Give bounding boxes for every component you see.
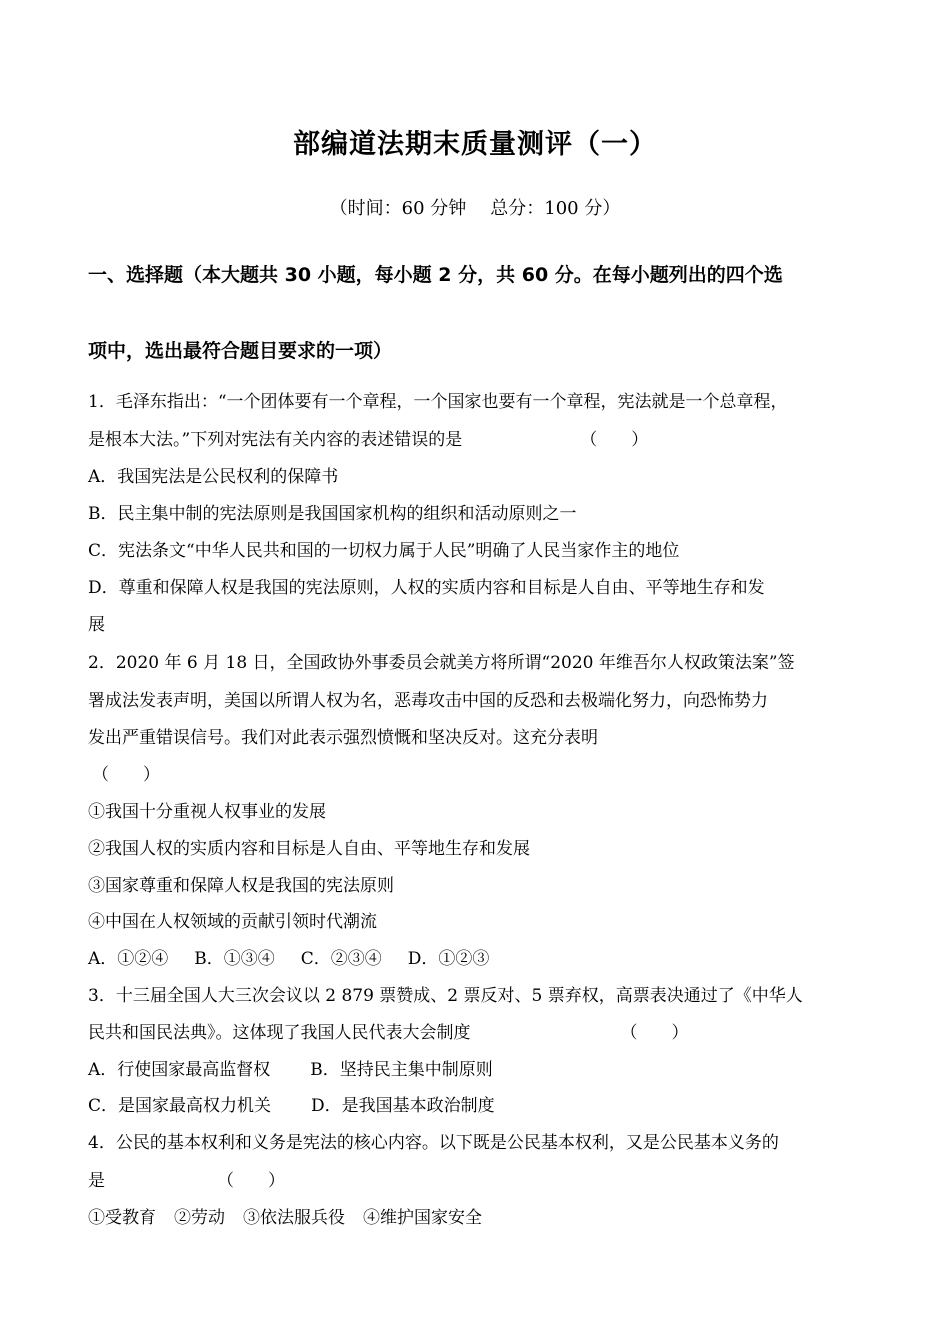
q4-statement-3: ③依法服兵役 — [243, 1208, 345, 1228]
q2-options — [88, 944, 489, 969]
q4-statements — [88, 1203, 482, 1228]
section-heading-line-2: 项中，选出最符合题目要求的一项） — [88, 340, 393, 362]
q2-option-c: C．②③④ — [300, 949, 382, 969]
q3-option-c: C．是国家最高权力机关 — [88, 1096, 272, 1116]
q1-stem-text: 是根本大法。”下列对宪法有关内容的表述错误的是 — [88, 430, 463, 450]
q2-statement-2: ②我国人权的实质内容和目标是人自由、平等地生存和发展 — [88, 839, 530, 859]
q3-option-d: D．是我国基本政治制度 — [311, 1096, 495, 1116]
section-heading-line-1: 一、选择题（本大题共 30 小题，每小题 2 分，共 60 分。在每小题列出的四个选 — [88, 264, 783, 286]
q1-stem-line-1: 1．毛泽东指出：“一个团体要有一个章程，一个国家也要有一个章程，宪法就是一个总章程， — [88, 392, 788, 412]
total-score: 总分：100 分） — [490, 198, 621, 219]
q2-statement-1: ①我国十分重视人权事业的发展 — [88, 802, 326, 822]
q3-stem-line-1: 3．十三届全国人大三次会议以 2 879 票赞成、2 票反对、5 票弃权，高票表决通过了《中华人 — [88, 986, 803, 1006]
q4-stem-line-1: 4．公民的基本权利和义务是宪法的核心内容。以下既是公民基本权利，又是公民基本义务的 — [88, 1133, 779, 1153]
q2-option-d: D．①②③ — [407, 949, 490, 969]
q3-options-row-1 — [88, 1055, 493, 1080]
q4-answer-bracket: （ ） — [217, 1171, 285, 1191]
q2-statement-4: ④中国在人权领域的贡献引领时代潮流 — [88, 912, 377, 932]
q1-stem-line-2 — [88, 425, 648, 450]
q3-stem-text: 民共和国民法典》。这体现了我国人民代表大会制度 — [88, 1023, 471, 1043]
q1-option-d-line-1: D．尊重和保障人权是我国的宪法原则，人权的实质内容和目标是人自由、平等地生存和发 — [88, 578, 765, 598]
q3-options-row-2 — [88, 1091, 495, 1116]
q1-answer-bracket: （ ） — [580, 430, 649, 450]
exam-info — [0, 194, 950, 220]
q1-option-b: B．民主集中制的宪法原则是我国国家机构的组织和活动原则之一 — [88, 504, 577, 524]
q4-stem-text: 是 — [88, 1171, 105, 1191]
q2-option-b: B．①③④ — [194, 949, 275, 969]
q3-answer-bracket: （ ） — [620, 1023, 689, 1043]
time-limit: （时间：60 分钟 — [329, 198, 467, 219]
q2-answer-bracket: （ ） — [92, 765, 160, 785]
q2-option-a: A．①②④ — [88, 949, 169, 969]
q1-option-c: C．宪法条文“中华人民共和国的一切权力属于人民”明确了人民当家作主的地位 — [88, 541, 680, 561]
q3-stem-line-2 — [88, 1018, 689, 1043]
q4-statement-4: ④维护国家安全 — [363, 1208, 482, 1228]
page-title: 部编道法期末质量测评（一） — [293, 129, 657, 160]
q2-statement-3: ③国家尊重和保障人权是我国的宪法原则 — [88, 876, 394, 896]
q4-stem-line-2 — [88, 1166, 285, 1191]
q1-option-a: A．我国宪法是公民权利的保障书 — [88, 467, 339, 487]
q2-stem-line-3: 发出严重错误信号。我们对此表示强烈愤慨和坚决反对。这充分表明 — [88, 728, 598, 748]
q4-statement-2: ②劳动 — [174, 1208, 225, 1228]
q3-option-b: B．坚持民主集中制原则 — [310, 1060, 493, 1080]
q2-stem-line-2: 署成法发表声明，美国以所谓人权为名，恶毒攻击中国的反恐和去极端化努力，向恐怖势力 — [88, 691, 768, 711]
q4-statement-1: ①受教育 — [88, 1208, 156, 1228]
q2-stem-line-1: 2．2020 年 6 月 18 日，全国政协外事委员会就美方将所谓“2020 年维吾尔人权政策法案”签 — [88, 653, 795, 673]
q3-option-a: A．行使国家最高监督权 — [88, 1060, 271, 1080]
q1-option-d-line-2: 展 — [88, 615, 105, 635]
